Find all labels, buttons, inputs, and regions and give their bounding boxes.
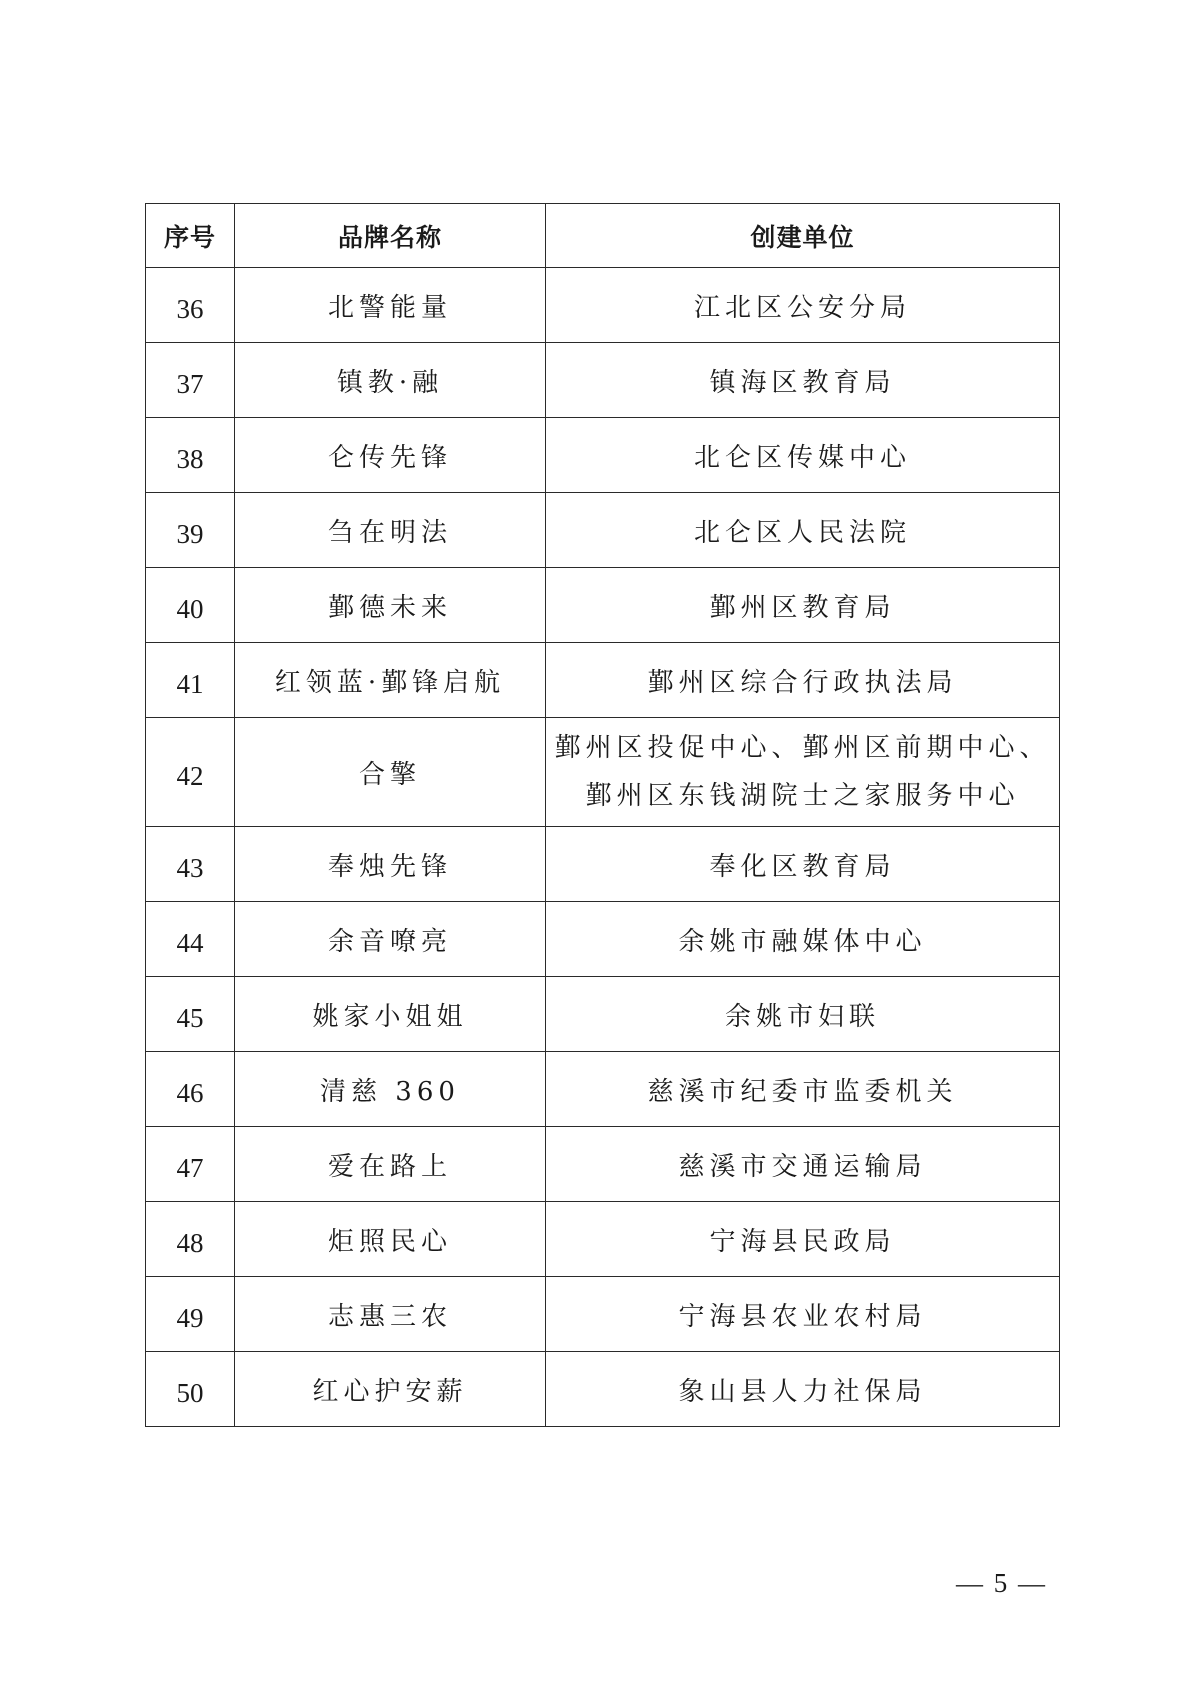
row-brand-name: 爱在路上: [235, 1127, 546, 1202]
unit-line: 慈溪市交通运输局: [678, 1151, 927, 1182]
table-row: [146, 718, 1060, 827]
unit-line: 江北区公安分局: [693, 292, 911, 323]
row-creating-unit: [546, 343, 1060, 418]
unit-line: 北仑区传媒中心: [693, 442, 911, 473]
row-creating-unit: [546, 1202, 1060, 1277]
row-index: 45: [146, 977, 235, 1052]
row-creating-unit: [546, 418, 1060, 493]
unit-line: 宁海县民政局: [709, 1226, 896, 1257]
header-brand-name: 品牌名称: [235, 204, 546, 268]
unit-line: 鄞州区教育局: [709, 592, 896, 623]
table-body: [146, 268, 1060, 1427]
unit-line: 奉化区教育局: [709, 851, 896, 882]
row-creating-unit: [546, 977, 1060, 1052]
unit-line: 余姚市妇联: [724, 1001, 880, 1032]
unit-line: 镇海区教育局: [709, 367, 896, 398]
row-brand-name: 红心护安薪: [235, 1352, 546, 1427]
row-creating-unit: [546, 493, 1060, 568]
table-row: [146, 977, 1060, 1052]
row-index: 36: [146, 268, 235, 343]
table-row: [146, 827, 1060, 902]
brand-table: [145, 203, 1060, 1427]
row-creating-unit: [546, 1127, 1060, 1202]
row-brand-name: 刍在明法: [235, 493, 546, 568]
row-index: 38: [146, 418, 235, 493]
row-creating-unit: [546, 827, 1060, 902]
row-creating-unit: [546, 643, 1060, 718]
row-index: 47: [146, 1127, 235, 1202]
table-row: [146, 1202, 1060, 1277]
row-brand-name: 镇教·融: [235, 343, 546, 418]
row-brand-name: 红领蓝·鄞锋启航: [235, 643, 546, 718]
table-row: [146, 1052, 1060, 1127]
row-brand-name: 奉烛先锋: [235, 827, 546, 902]
table-row: [146, 1352, 1060, 1427]
header-creating-unit: 创建单位: [546, 204, 1060, 268]
row-index: 43: [146, 827, 235, 902]
table-header-row: [146, 204, 1060, 268]
unit-line: 北仑区人民法院: [693, 517, 911, 548]
table-row: [146, 493, 1060, 568]
table-row: [146, 418, 1060, 493]
table-row: [146, 568, 1060, 643]
row-creating-unit: [546, 268, 1060, 343]
row-index: 41: [146, 643, 235, 718]
row-brand-name: 仑传先锋: [235, 418, 546, 493]
row-brand-name: 志惠三农: [235, 1277, 546, 1352]
table-row: [146, 1277, 1060, 1352]
row-brand-name: 鄞德未来: [235, 568, 546, 643]
row-creating-unit: [546, 1352, 1060, 1427]
row-brand-name: 余音嘹亮: [235, 902, 546, 977]
table-row: [146, 1127, 1060, 1202]
row-index: 42: [146, 718, 235, 827]
unit-line: 宁海县农业农村局: [678, 1301, 927, 1332]
row-creating-unit: [546, 568, 1060, 643]
row-brand-name: 炬照民心: [235, 1202, 546, 1277]
row-index: 48: [146, 1202, 235, 1277]
unit-line: 鄞州区综合行政执法局: [647, 667, 958, 698]
row-index: 37: [146, 343, 235, 418]
row-brand-name: 清慈 360: [235, 1052, 546, 1127]
row-brand-name: 姚家小姐姐: [235, 977, 546, 1052]
row-index: 39: [146, 493, 235, 568]
table-row: [146, 643, 1060, 718]
unit-line: 鄞州区投促中心、鄞州区前期中心、: [554, 733, 1051, 763]
table-row: [146, 268, 1060, 343]
row-index: 46: [146, 1052, 235, 1127]
row-creating-unit: [546, 902, 1060, 977]
row-creating-unit: [546, 718, 1060, 827]
row-index: 50: [146, 1352, 235, 1427]
row-creating-unit: [546, 1052, 1060, 1127]
row-brand-name: 合擎: [235, 718, 546, 827]
unit-line: 象山县人力社保局: [678, 1376, 927, 1407]
table-row: [146, 343, 1060, 418]
row-brand-name: 北警能量: [235, 268, 546, 343]
unit-line: 余姚市融媒体中心: [678, 926, 927, 957]
page-number: — 5 —: [956, 1568, 1047, 1598]
row-creating-unit: [546, 1277, 1060, 1352]
unit-line: 鄞州区东钱湖院士之家服务中心: [585, 781, 1020, 811]
unit-line: 慈溪市纪委市监委机关: [647, 1076, 958, 1107]
header-index: 序号: [146, 204, 235, 268]
table-row: [146, 902, 1060, 977]
row-index: 44: [146, 902, 235, 977]
row-index: 40: [146, 568, 235, 643]
row-index: 49: [146, 1277, 235, 1352]
